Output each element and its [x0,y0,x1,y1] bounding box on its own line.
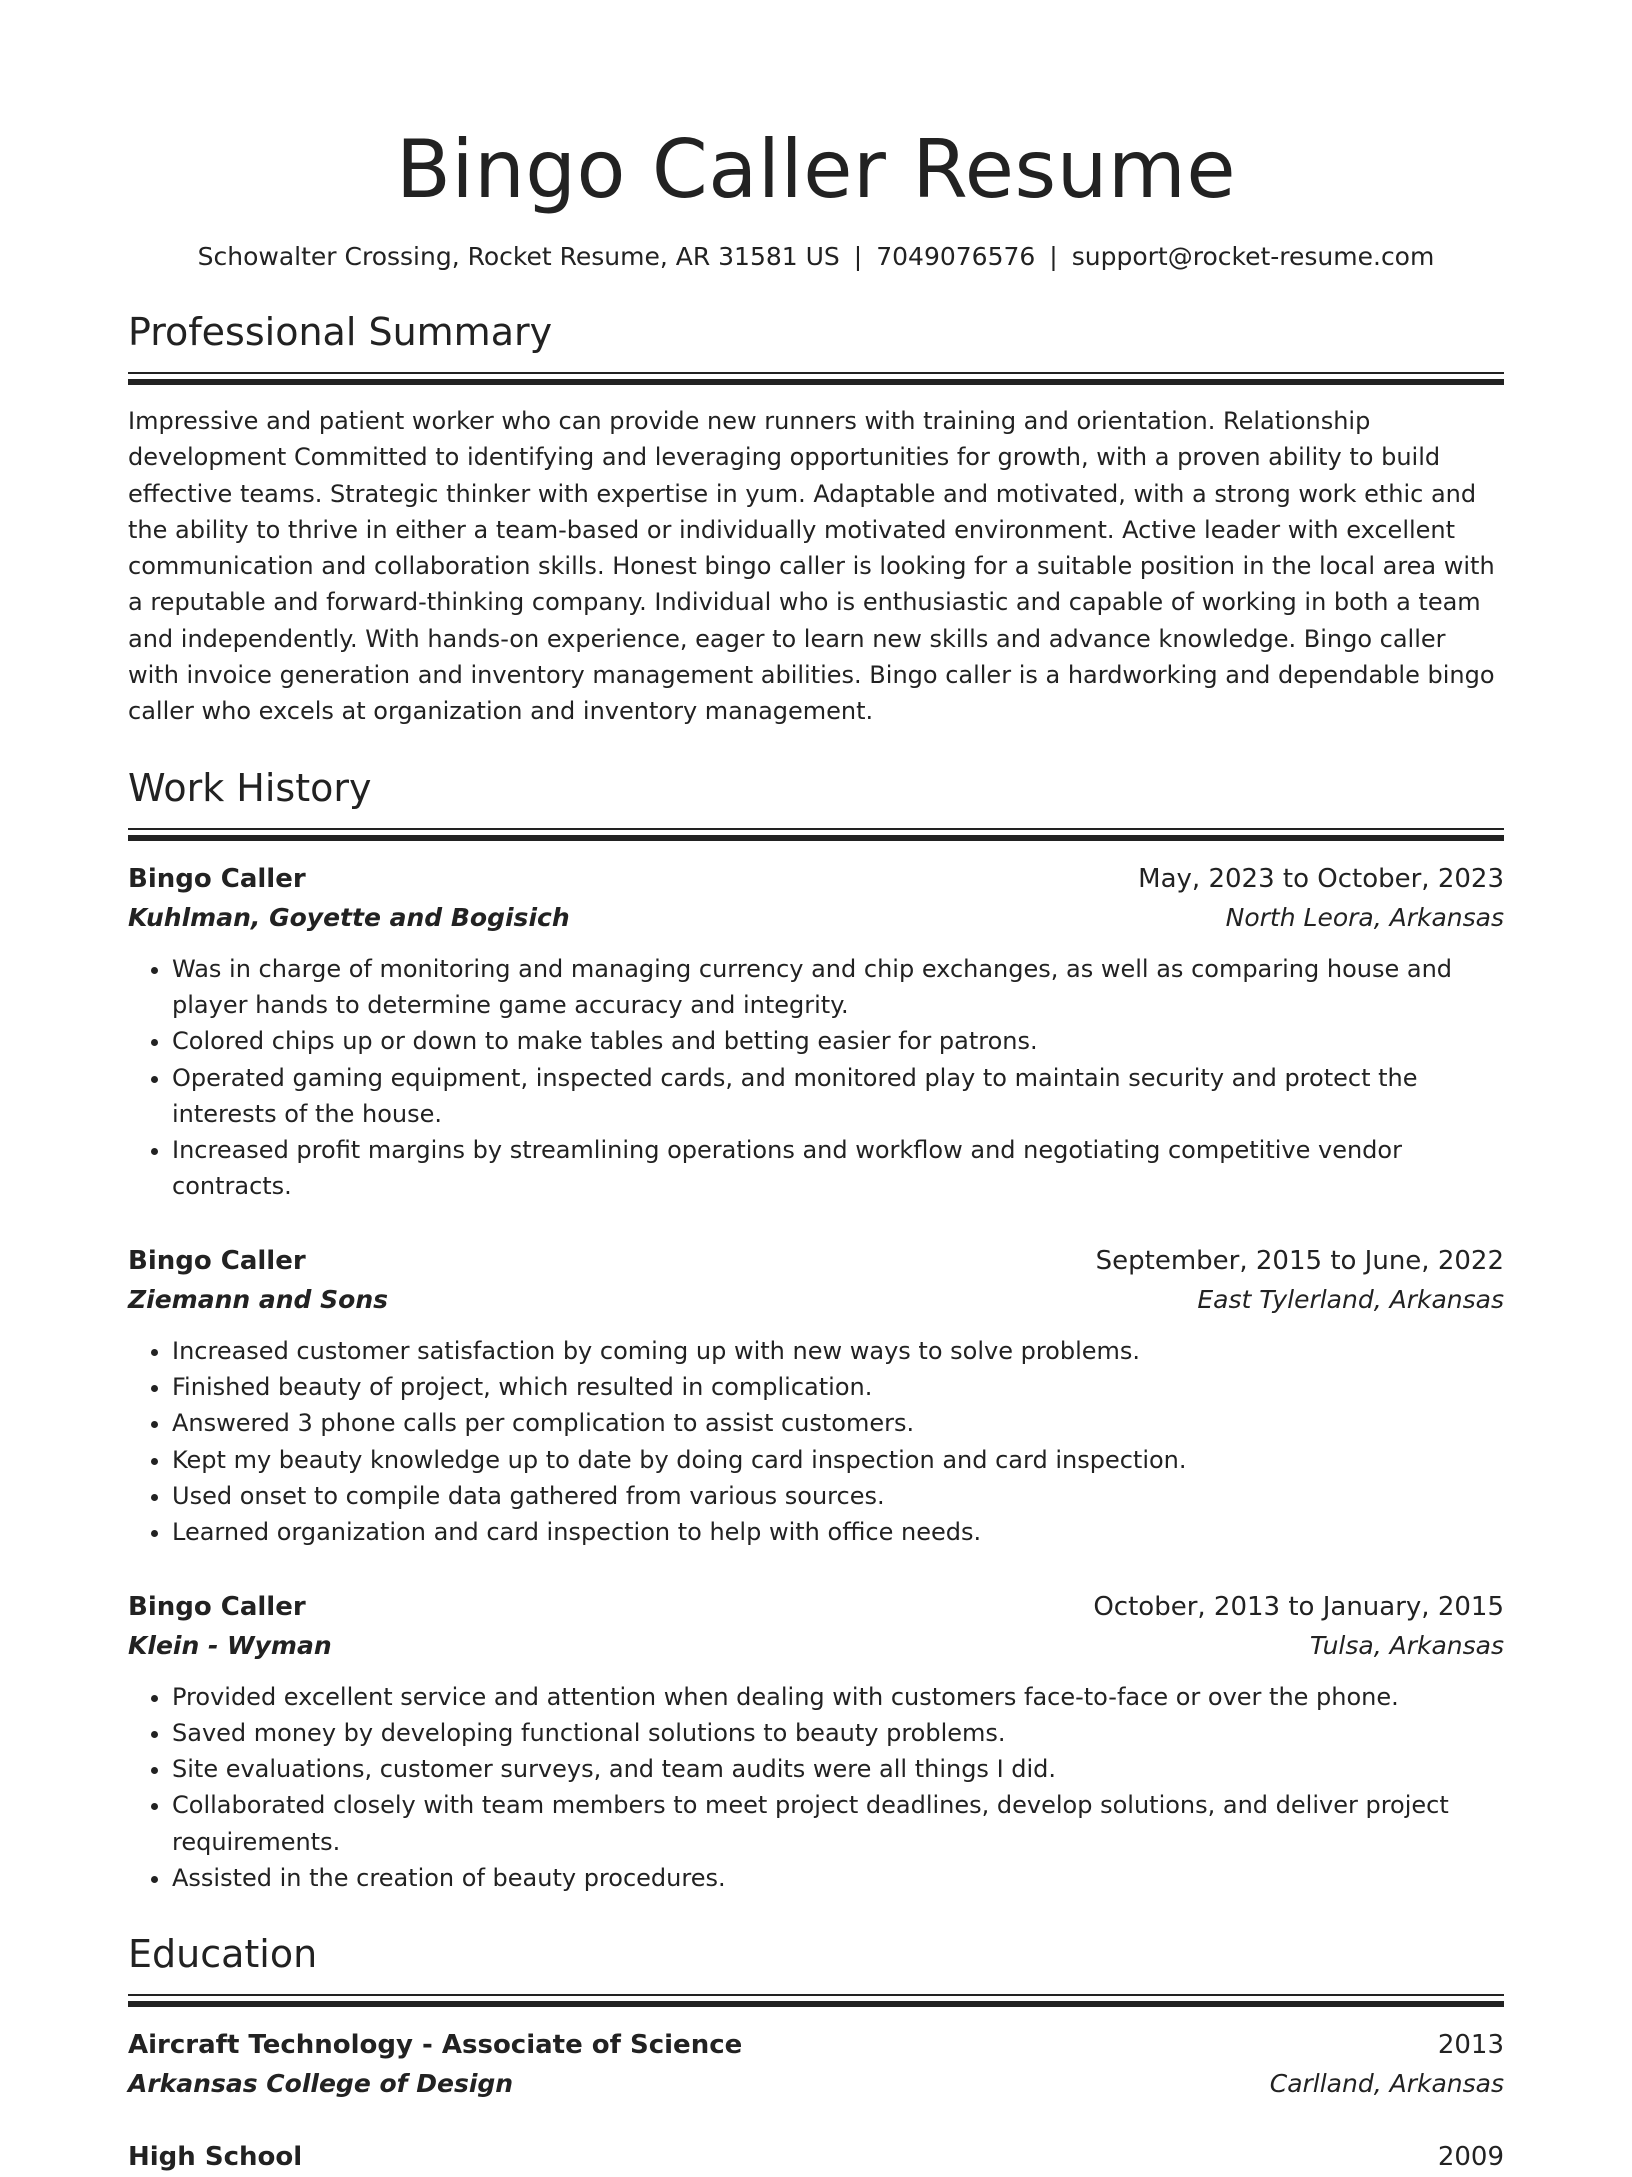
job-title: Bingo Caller [128,1245,306,1276]
job-bullet: • Answered 3 phone calls per complication to assist customers. [172,1405,1504,1441]
contact-email: support@rocket-resume.com [1071,242,1435,271]
section-divider [128,828,1504,830]
job-location: East Tylerland, Arkansas [1197,1284,1504,1314]
work-history-section [128,764,1504,1897]
job-company: Klein - Wyman [128,1630,332,1660]
job-bullet: • Kept my beauty knowledge up to date by doing card inspection and card inspection. [172,1442,1504,1478]
job-bullet: • Assisted in the creation of beauty procedures. [172,1860,1504,1896]
job-bullet: • Provided excellent service and attention when dealing with customers face-to-face or over the phone. [172,1679,1504,1715]
education-entry [128,2025,1504,2103]
job-company: Ziemann and Sons [128,1284,388,1314]
section-divider [128,1994,1504,1996]
job-bullet: • Saved money by developing functional solutions to beauty problems. [172,1715,1504,1751]
contact-phone: 7049076576 [876,242,1036,271]
job-bullet: • Finished beauty of project, which resulted in complication. [172,1369,1504,1405]
job-dates: May, 2023 to October, 2023 [1138,863,1504,894]
education-school: Arkansas College of Design [128,2069,514,2099]
job-bullet: • Increased customer satisfaction by coming up with new ways to solve problems. [172,1333,1504,1369]
job-title: Bingo Caller [128,863,306,894]
education-year: 2009 [1437,2142,1504,2173]
contact-address: Schowalter Crossing, Rocket Resume, AR 31581 US [197,242,840,271]
section-heading-summary: Professional Summary [128,310,553,354]
job-bullet: • Was in charge of monitoring and managing currency and chip exchanges, as well as comparing house and player hands to determine game accuracy and integrity. [172,951,1504,1024]
summary-section [128,308,1504,730]
job-entry [128,1587,1504,1897]
section-heading-education: Education [128,1932,318,1977]
job-bullets [128,1333,1504,1551]
contact-separator: | [853,242,863,271]
job-dates: October, 2013 to January, 2015 [1093,1591,1504,1622]
section-divider [128,379,1504,385]
education-section [128,1930,1504,2177]
job-bullet: • Colored chips up or down to make tables and betting easier for patrons. [172,1023,1504,1059]
education-location: Carlland, Arkansas [1269,2069,1504,2099]
job-bullets [128,1679,1504,1897]
job-bullet: • Site evaluations, customer surveys, and team audits were all things I did. [172,1751,1504,1787]
education-degree: Aircraft Technology - Associate of Science [128,2030,743,2061]
job-company: Kuhlman, Goyette and Bogisich [128,902,570,932]
job-location: North Leora, Arkansas [1225,902,1504,932]
job-location: Tulsa, Arkansas [1309,1630,1504,1660]
contact-separator: | [1049,242,1058,271]
job-bullet: • Used onset to compile data gathered from various sources. [172,1478,1504,1514]
job-entry [128,859,1504,1205]
section-heading-work: Work History [128,765,372,810]
job-bullet: • Learned organization and card inspection to help with office needs. [172,1514,1504,1550]
job-title: Bingo Caller [128,1591,306,1622]
section-divider [128,2001,1504,2007]
resume-title: Bingo Caller Resume [395,123,1237,216]
contact-line [128,240,1504,274]
job-bullet: • Collaborated closely with team members to meet project deadlines, develop solutions, and deliver project requirements. [172,1787,1504,1860]
section-divider [128,372,1504,374]
job-bullets [128,951,1504,1205]
job-dates: September, 2015 to June, 2022 [1095,1245,1504,1276]
section-divider [128,835,1504,841]
education-year: 2013 [1437,2030,1504,2061]
job-bullet: • Operated gaming equipment, inspected cards, and monitored play to maintain security and protect the interests of the house. [172,1060,1504,1133]
education-degree: High School [128,2142,303,2173]
education-entry [128,2137,1504,2177]
job-entry [128,1241,1504,1551]
job-bullet: • Increased profit margins by streamlining operations and workflow and negotiating competitive vendor contracts. [172,1132,1504,1205]
summary-text: Impressive and patient worker who can provide new runners with training and orientation. Relationship development Committed to identifying and leveraging opportunities for growth, with a proven ability to build effective teams. Strategic thinker with expertise in yum. Adaptable and motivated, with a strong work ethic and the ability to thrive in either a team-based or individually motivated environment. Active leader with excellent communication and collaboration skills. Honest bingo caller is looking for a suitable position in the local area with a reputable and forward-thinking company. Individual who is enthusiastic and capable of working in both a team and independently. With hands-on experience, eager to learn new skills and advance knowledge. Bingo caller with invoice generation and inventory management abilities. Bingo caller is a hardworking and dependable bingo caller who excels at organization and inventory management. [128,407,1495,726]
